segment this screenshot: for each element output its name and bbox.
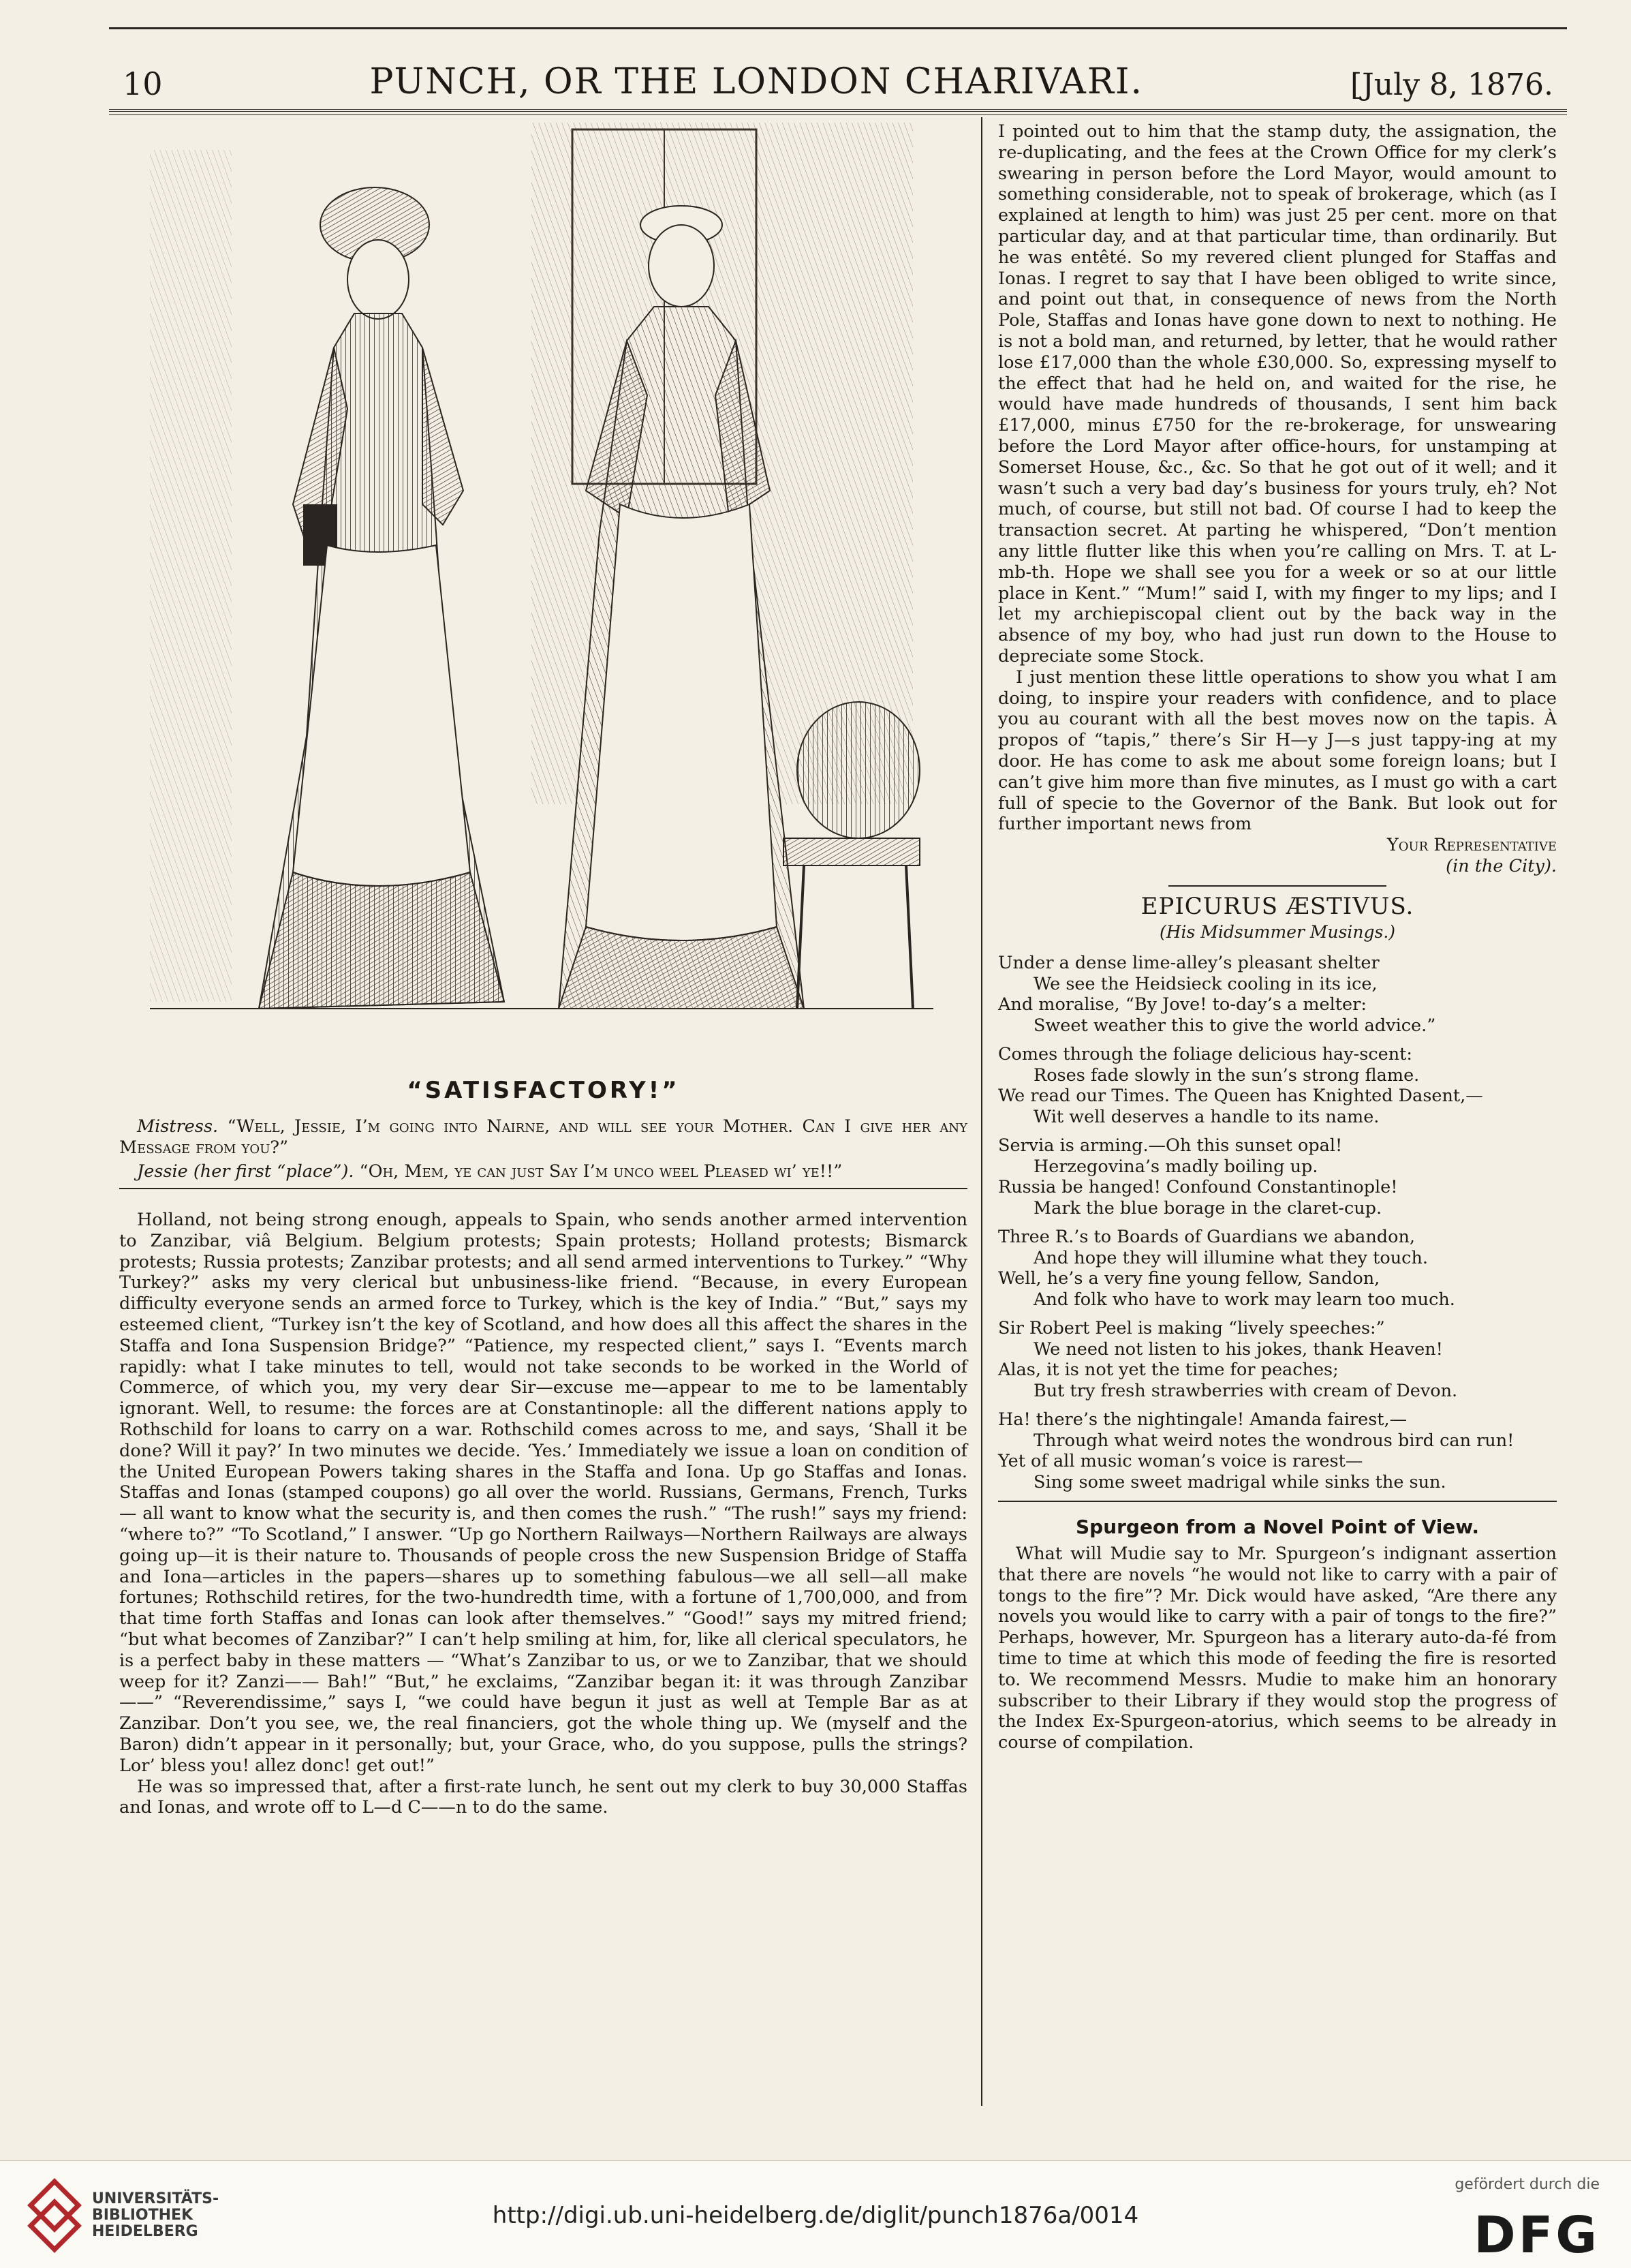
poem-line: Yet of all music woman’s voice is rarest—	[998, 1451, 1363, 1472]
left-column-text	[119, 1210, 967, 1818]
poem-line: Three R.’s to Boards of Guardians we abandon,	[998, 1227, 1415, 1248]
section-rule	[1168, 885, 1386, 887]
section-rule	[998, 1501, 1557, 1502]
university-line: UNIVERSITÄTS-	[92, 2190, 219, 2207]
poem-line: Russia be hanged! Confound Constantinople!	[998, 1177, 1398, 1198]
poem-line: Roses fade slowly in the sun’s strong flame.	[1034, 1064, 1420, 1086]
jessie-note: (her first “place”).	[193, 1161, 354, 1182]
left-paragraph: He was so impressed that, after a first-rate lunch, he sent out my clerk to buy 30,000 Staffas and Ionas, and wrote off to L—d C——n to do the same.	[119, 1776, 967, 1818]
poem-line: Under a dense lime-alley’s pleasant shelter	[998, 953, 1380, 974]
poem-line: Through what weird notes the wondrous bird can run!	[1034, 1430, 1514, 1451]
poem-stanza	[998, 953, 1557, 1036]
page-header	[109, 41, 1567, 102]
mistress-speaker: Mistress.	[137, 1116, 219, 1137]
poem-stanza	[998, 1044, 1557, 1127]
issue-date: [July 8, 1876.	[1350, 67, 1553, 102]
poem-line: We read our Times. The Queen has Knighted Dasent,—	[998, 1086, 1483, 1107]
digitization-footer	[0, 2160, 1631, 2268]
poem-line: But try fresh strawberries with cream of Devon.	[1034, 1380, 1458, 1401]
poem-line: Well, he’s a very fine young fellow, Sandon,	[998, 1268, 1380, 1289]
poem-line: Sweet weather this to give the world advice.”	[1034, 1015, 1436, 1036]
poem-line: Comes through the foliage delicious hay-scent:	[998, 1044, 1413, 1065]
poem-stanza	[998, 1409, 1557, 1492]
cartoon-illustration	[150, 123, 933, 1056]
university-line: HEIDELBERG	[92, 2223, 198, 2240]
poem-line: We see the Heidsieck cooling in its ice,	[1034, 973, 1378, 994]
spurgeon-paragraph: What will Mudie say to Mr. Spurgeon’s indignant assertion that there are novels “he would not like to carry with a pair of tongs to the fire”? Mr. Dick would have asked, “Are there any novels you would like to carry with a pair of tongs to the fire?” Perhaps, however, Mr. Spurgeon has a literary auto-da-fé from time to time at which this mode of feeding the fire is resorted to. We recommend Messrs. Mudie to make him an honorary subscriber to their Library if they would stop the progress of the Index Ex-Spurgeon-atorius, which seems to be already in course of compilation.	[998, 1544, 1557, 1753]
poem-line: And hope they will illumine what they touch.	[1034, 1247, 1428, 1268]
poem-line: Sing some sweet madrigal while sinks the sun.	[1034, 1471, 1446, 1492]
poem-line: Sir Robert Peel is making “lively speeches:”	[998, 1318, 1385, 1339]
poem-line: Servia is arming.—Oh this sunset opal!	[998, 1135, 1343, 1156]
jessie-speaker: Jessie	[137, 1161, 188, 1182]
poem-stanza	[998, 1318, 1557, 1401]
poem-line: And moralise, “By Jove! to-day’s a melter:	[998, 994, 1367, 1015]
caption-rule	[119, 1188, 967, 1189]
newspaper-page	[109, 27, 1567, 2133]
cartoon-title: “SATISFACTORY!”	[407, 1077, 680, 1104]
masthead-title: PUNCH, OR THE LONDON CHARIVARI.	[369, 61, 1144, 102]
left-paragraph: Holland, not being strong enough, appeals to Spain, who sends another armed intervention to Zanzibar, viâ Belgium. Belgium protests; Spain protests; Holland protests; Bismarck protests; Russia protests; Zanzibar protests; and all send armed interventions to Turkey.” “Why Turkey?” asks my very clerical but unbusiness-like friend. “Because, in every European difficulty everyone sends an armed force to Turkey, which is the key of India.” “But,” says my esteemed client, “Turkey isn’t the key of Scotland, and how does all this affect the shares in the Staffa and Iona Suspension Bridge?” “Patience, my respected client,” says I. “Events march rapidly: what I take minutes to tell, would not take seconds to be worked in the World of Commerce, of which you, my very dear Sir—excuse me—appear to me to be lamentably ignorant. Well, to resume: the forces are at Constantinople: all the different nations apply to Rothschild for loans to carry on a war. Rothschild comes across to me, and says, ‘Shall it be done? Will it pay?’ In two minutes we decide. ‘Yes.’ Immediately we issue a loan on condition of the United European Powers taking shares in the Staffa and Iona. Up go Staffas and Ionas. Staffas and Ionas (stamped coupons) go all over the world. Russians, Germans, French, Turks — all want to know what the security is, and then comes the rush.” “The rush!” says my friend: “where to?” “To Scotland,” I answer. “Up go Northern Railways—Northern Railways are always going up—it is their nature to. Thousands of people cross the new Suspension Bridge of Staffa and Iona—articles in the papers—shares up to something fabulous—we all sell—all make fortunes; Rothschild retires, for the two-hundredth time, with a fortune of 1,700,000, and from that time forth Staffas and Ionas can look after themselves.” “Good!” says my mitred friend; “but what becomes of Zanzibar?” I can’t help smiling at him, for, like all clerical speculators, he is a perfect baby in these matters — “What’s Zanzibar to us, or we to Zanzibar, that we should weep for it? Zanzi—— Bah!” “But,” he exclaims, “Zanzibar began it: it was through Zanzibar——” “Reverendissime,” says I, “we could have begun it just as well at Temple Bar as at Zanzibar. Don’t you see, we, the real financiers, got the whole thing up. We (myself and the Baron) didn’t appear in it personally; but, your Grace, who, do you suppose, pulls the strings? Lor’ bless you! allez donc! get out!”	[119, 1210, 967, 1776]
poem-line: Ha! there’s the nightingale! Amanda fairest,—	[998, 1409, 1408, 1430]
funding-note: gefördert durch die	[1455, 2176, 1600, 2193]
poem-line: Mark the blue borage in the claret-cup.	[1034, 1197, 1382, 1219]
poem-stanza	[998, 1227, 1557, 1310]
page-number: 10	[123, 65, 163, 102]
right-paragraph: I just mention these little operations to show you what I am doing, to inspire your readers with confidence, and to place you au courant with all the best moves now on the tapis. À propos of “tapis,” there’s Sir H—y J—s just tappy-ing at my door. He has come to ask me about some foreign loans; but I can’t give him more than five minutes, as I must go with a cart full of specie to the Governor of the Bank. But look out for further important news from	[998, 666, 1557, 835]
university-line: BIBLIOTHEK	[92, 2207, 193, 2224]
jessie-line: “Oh, Mem, ye can just Say I’m unco weel Pleased wi’ ye!!”	[359, 1161, 843, 1182]
mistress-line: “Well, Jessie, I’m going into Nairne, and will see your Mother. Can I give her any Message from you?”	[119, 1116, 968, 1158]
top-rule	[109, 27, 1567, 29]
signature-location: (in the City).	[1446, 855, 1557, 876]
poem-line: Wit well deserves a handle to its name.	[1034, 1106, 1380, 1127]
poem-line: Herzegovina’s madly boiling up.	[1034, 1156, 1318, 1177]
poem-line: And folk who have to work may learn too much.	[1034, 1289, 1455, 1310]
poem-line: Alas, it is not yet the time for peaches;	[998, 1360, 1339, 1381]
spurgeon-title: Spurgeon from a Novel Point of View.	[1075, 1516, 1480, 1539]
poem-title: EPICURUS ÆSTIVUS.	[1140, 892, 1414, 920]
cartoon-caption	[119, 1116, 967, 1195]
column-divider	[981, 117, 982, 2106]
right-paragraph: I pointed out to him that the stamp duty, the assignation, the re-duplicating, and the fees at the Crown Office for my clerk’s swearing in person before the Lord Mayor, would amount to something considerable, not to speak of brokerage, which (as I explained at length to him) was just 25 per cent. more on that particular day, and at that particular time, than ordinarily. But he was entêté. So my revered client plunged for Staffas and Ionas. I regret to say that I have been obliged to write since, and point out that, in consequence of news from the North Pole, Staffas and Ionas have gone down to next to nothing. He is not a bold man, and returned, by letter, that he would rather lose £17,000 than the whole £30,000. So, expressing myself to the effect that had he held on, and waited for the rise, he would have made hundreds of thousands, I sent him back £17,000, minus £750 for the re-brokerage, for unswearing before the Lord Mayor after office-hours, for unstamping at Somerset House, &c., &c. So that he got out of it well; and it wasn’t such a very bad day’s business for yours truly, eh? Not much, of course, but still not bad. Of course I had to keep the transaction secret. At parting he whispered, “Don’t mention any little flutter like this when you’re calling on Mrs. T. at L-mb-th. Hope we shall see you for a week or so at our little place in Kent.” “Mum!” said I, with my finger to my lips; and I let my archiepiscopal client out by the back way in the absence of my boy, who had just run down to the House to depreciate some Stock.	[998, 121, 1557, 666]
source-url[interactable]: http://digi.ub.uni-heidelberg.de/diglit/punch1876a/0014	[492, 2202, 1139, 2229]
signature-line: Your Representative	[1386, 835, 1557, 856]
poem-stanza	[998, 1135, 1557, 1219]
dfg-logo: DFG	[1474, 2206, 1600, 2265]
poem-subtitle: (His Midsummer Musings.)	[1159, 922, 1396, 943]
right-column	[998, 121, 1557, 1753]
poem-line: We need not listen to his jokes, thank Heaven!	[1034, 1338, 1443, 1360]
header-rule	[109, 109, 1567, 115]
